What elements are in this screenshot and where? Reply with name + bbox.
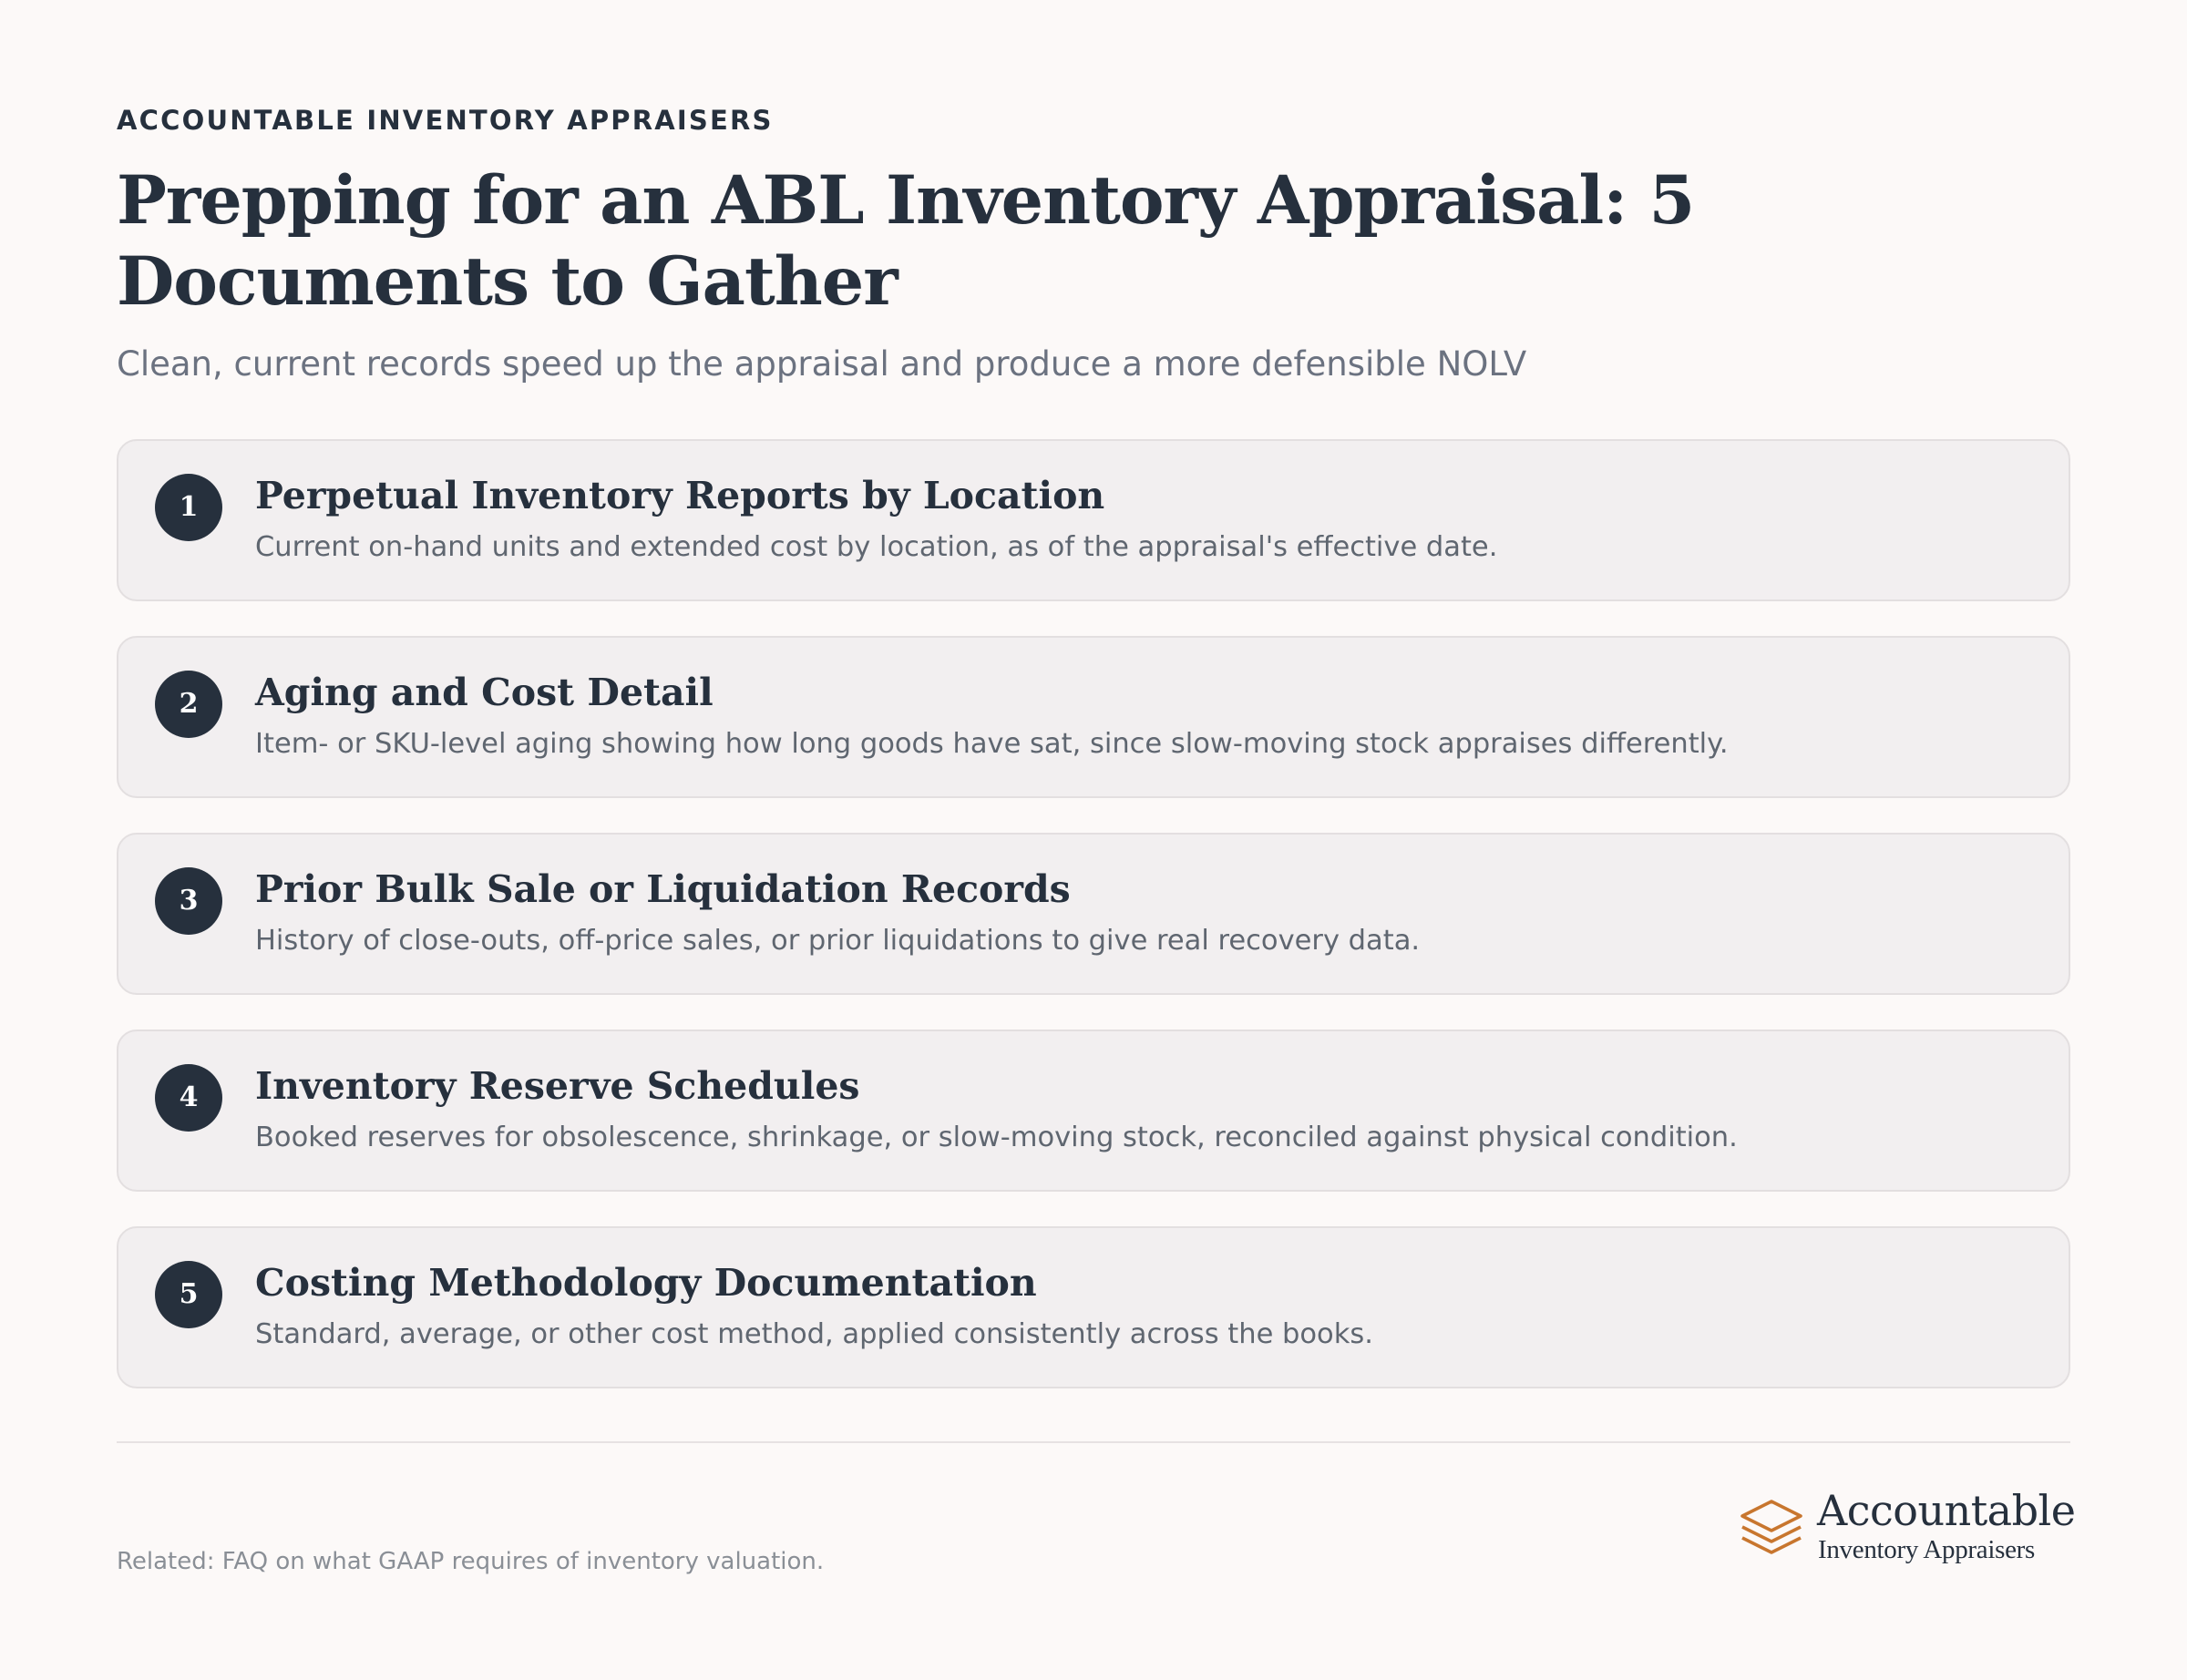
document-description: Booked reserves for obsolescence, shrinkage, or slow-moving stock, reconciled against physical condition. — [255, 1122, 1738, 1153]
page-title: Prepping for an ABL Inventory Appraisal: 5 Documents to Gather — [117, 161, 1695, 321]
document-card-1 — [117, 439, 2070, 601]
document-card-5 — [117, 1226, 2070, 1388]
logo-subtitle: Inventory Appraisers — [1818, 1535, 2036, 1564]
page-subtitle: Clean, current records speed up the appraisal and produce a more defensible NOLV — [117, 344, 1527, 384]
step-number-badge: 5 — [155, 1261, 222, 1328]
document-list — [117, 439, 2070, 1388]
document-description: History of close-outs, off-price sales, or prior liquidations to give real recovery data. — [255, 925, 1421, 957]
related-link[interactable]: Related: FAQ on what GAAP requires of inventory valuation. — [117, 1548, 825, 1575]
step-number-badge: 4 — [155, 1064, 222, 1132]
document-card-2 — [117, 636, 2070, 798]
document-title: Perpetual Inventory Reports by Location — [255, 474, 1105, 517]
document-title: Inventory Reserve Schedules — [255, 1064, 860, 1108]
logo-wordmark: Accountable — [1817, 1486, 2076, 1535]
stacked-layers-icon — [1737, 1496, 1806, 1565]
step-number-badge: 2 — [155, 671, 222, 738]
footer-divider — [117, 1441, 2070, 1443]
page-content — [117, 102, 2070, 1423]
document-title: Costing Methodology Documentation — [255, 1261, 1037, 1305]
document-description: Item- or SKU-level aging showing how long goods have sat, since slow-moving stock appraises differently. — [255, 728, 1729, 760]
document-card-3 — [117, 833, 2070, 995]
step-number-badge: 1 — [155, 474, 222, 541]
brand-eyebrow: ACCOUNTABLE INVENTORY APPRAISERS — [117, 105, 774, 136]
document-description: Standard, average, or other cost method, applied consistently across the books. — [255, 1318, 1373, 1350]
step-number-badge: 3 — [155, 867, 222, 935]
document-title: Aging and Cost Detail — [255, 671, 714, 714]
document-title: Prior Bulk Sale or Liquidation Records — [255, 867, 1071, 911]
document-description: Current on-hand units and extended cost by location, as of the appraisal's effective date. — [255, 531, 1498, 563]
brand-logo — [1737, 1485, 2076, 1567]
document-card-4 — [117, 1030, 2070, 1192]
